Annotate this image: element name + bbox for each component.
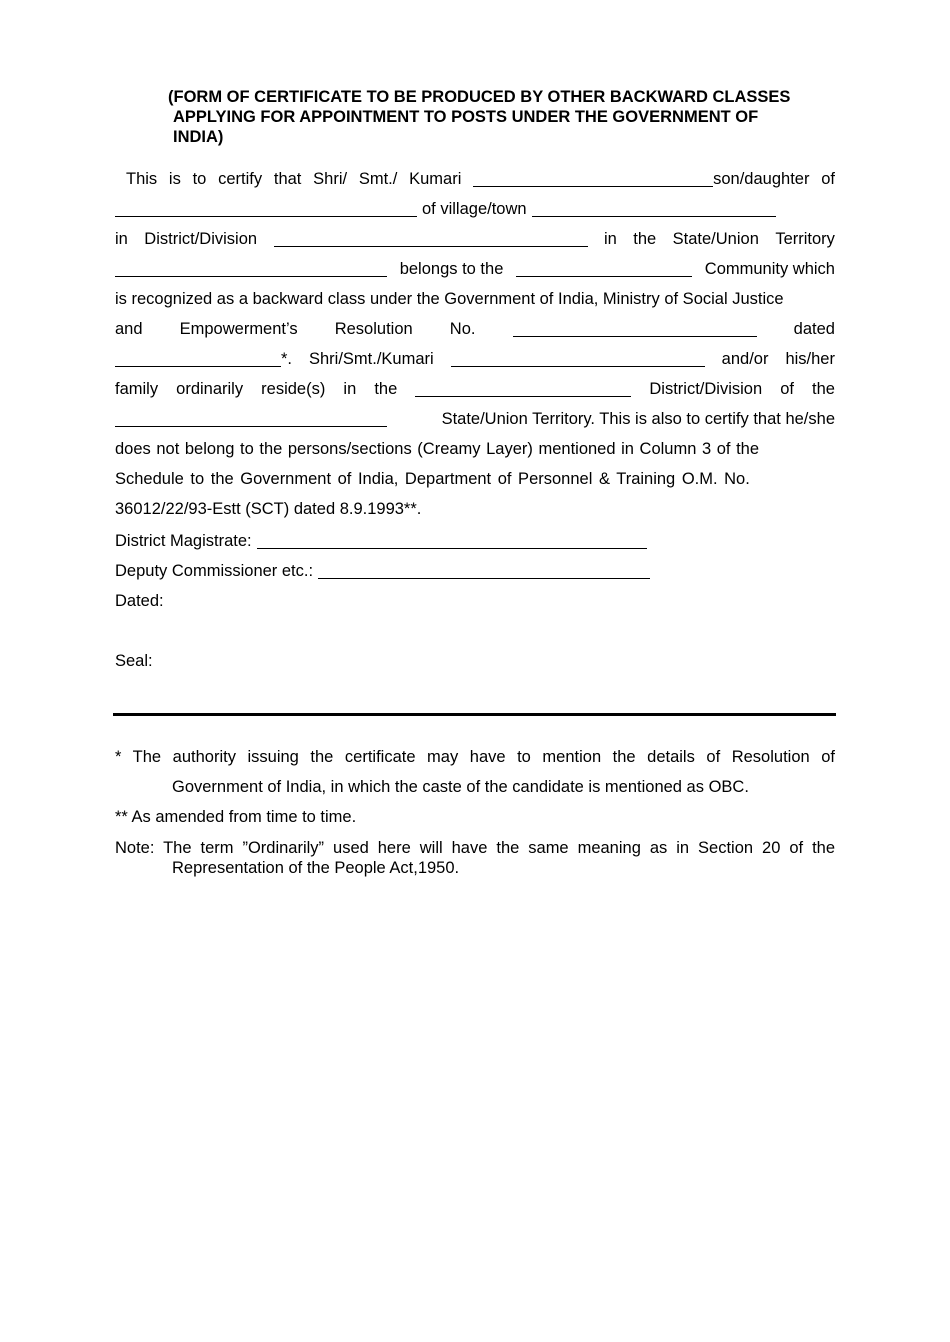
district-line: in District/Division in the State/Union Territory	[115, 230, 835, 248]
resolution-line: and Empowerment’s Resolution No. dated	[115, 320, 835, 338]
creamy-layer-line: does not belong to the persons/sections (Creamy Layer) mentioned in Column 3 of the	[115, 440, 760, 458]
title-line-3: INDIA)	[173, 128, 224, 146]
resolution-number-field[interactable]	[513, 335, 757, 337]
state-field[interactable]	[115, 275, 387, 277]
community-line	[115, 254, 835, 284]
separator-rule	[113, 713, 836, 716]
footnote-double-star: ** As amended from time to time.	[115, 808, 357, 826]
deputy-commissioner-field[interactable]	[318, 577, 650, 579]
reside-district-field[interactable]	[415, 395, 631, 397]
village-label: of village/town	[422, 200, 527, 218]
community-label: Community which	[704, 260, 835, 278]
district-field[interactable]	[274, 245, 588, 247]
district-magistrate-field[interactable]	[257, 547, 647, 549]
schedule-line: Schedule to the Government of India, Department of Personnel & Training O.M. No.	[115, 470, 750, 488]
om-number-line: 36012/22/93-Estt (SCT) dated 8.9.1993**.	[115, 500, 422, 518]
community-field[interactable]	[516, 275, 692, 277]
belongs-label: belongs to the	[399, 260, 504, 278]
seal-label: Seal:	[115, 652, 153, 670]
parent-name-field[interactable]	[115, 215, 417, 217]
candidate-name-field-2[interactable]	[451, 365, 705, 367]
certify-line: This is to certify that Shri/ Smt./ Kumari son/daughter of	[126, 170, 835, 188]
form-title	[168, 87, 834, 147]
resolution-date-line: *. Shri/Smt./Kumari and/or his/her	[115, 344, 835, 374]
footnote-star: * The authority issuing the certificate may have to mention the details of Resolution of Government of India, in which the caste of the candidate is mentioned as OBC.	[115, 748, 835, 796]
reside-state-field[interactable]	[115, 425, 387, 427]
dated-label: Dated:	[115, 592, 164, 610]
title-line-1: (FORM OF CERTIFICATE TO BE PRODUCED BY OTHER BACKWARD CLASSES	[168, 88, 791, 106]
village-field[interactable]	[532, 215, 776, 217]
footnote-note: Note: The term ”Ordinarily” used here will have the same meaning as in Section 20 of the Representation of the People Act,1950.	[115, 839, 835, 877]
recognized-line: is recognized as a backward class under the Government of India, Ministry of Social Justice	[115, 290, 784, 308]
state-line: State/Union Territory. This is also to certify that he/she	[115, 404, 835, 434]
title-line-2: APPLYING FOR APPOINTMENT TO POSTS UNDER THE GOVERNMENT OF	[173, 108, 759, 126]
village-line	[115, 194, 835, 224]
candidate-name-field[interactable]	[473, 185, 713, 187]
reside-line: family ordinarily reside(s) in the District/Division of the	[115, 380, 835, 398]
deputy-commissioner-line: Deputy Commissioner etc.:	[115, 556, 835, 586]
resolution-date-field[interactable]	[115, 365, 281, 367]
district-magistrate-line: District Magistrate:	[115, 526, 835, 556]
